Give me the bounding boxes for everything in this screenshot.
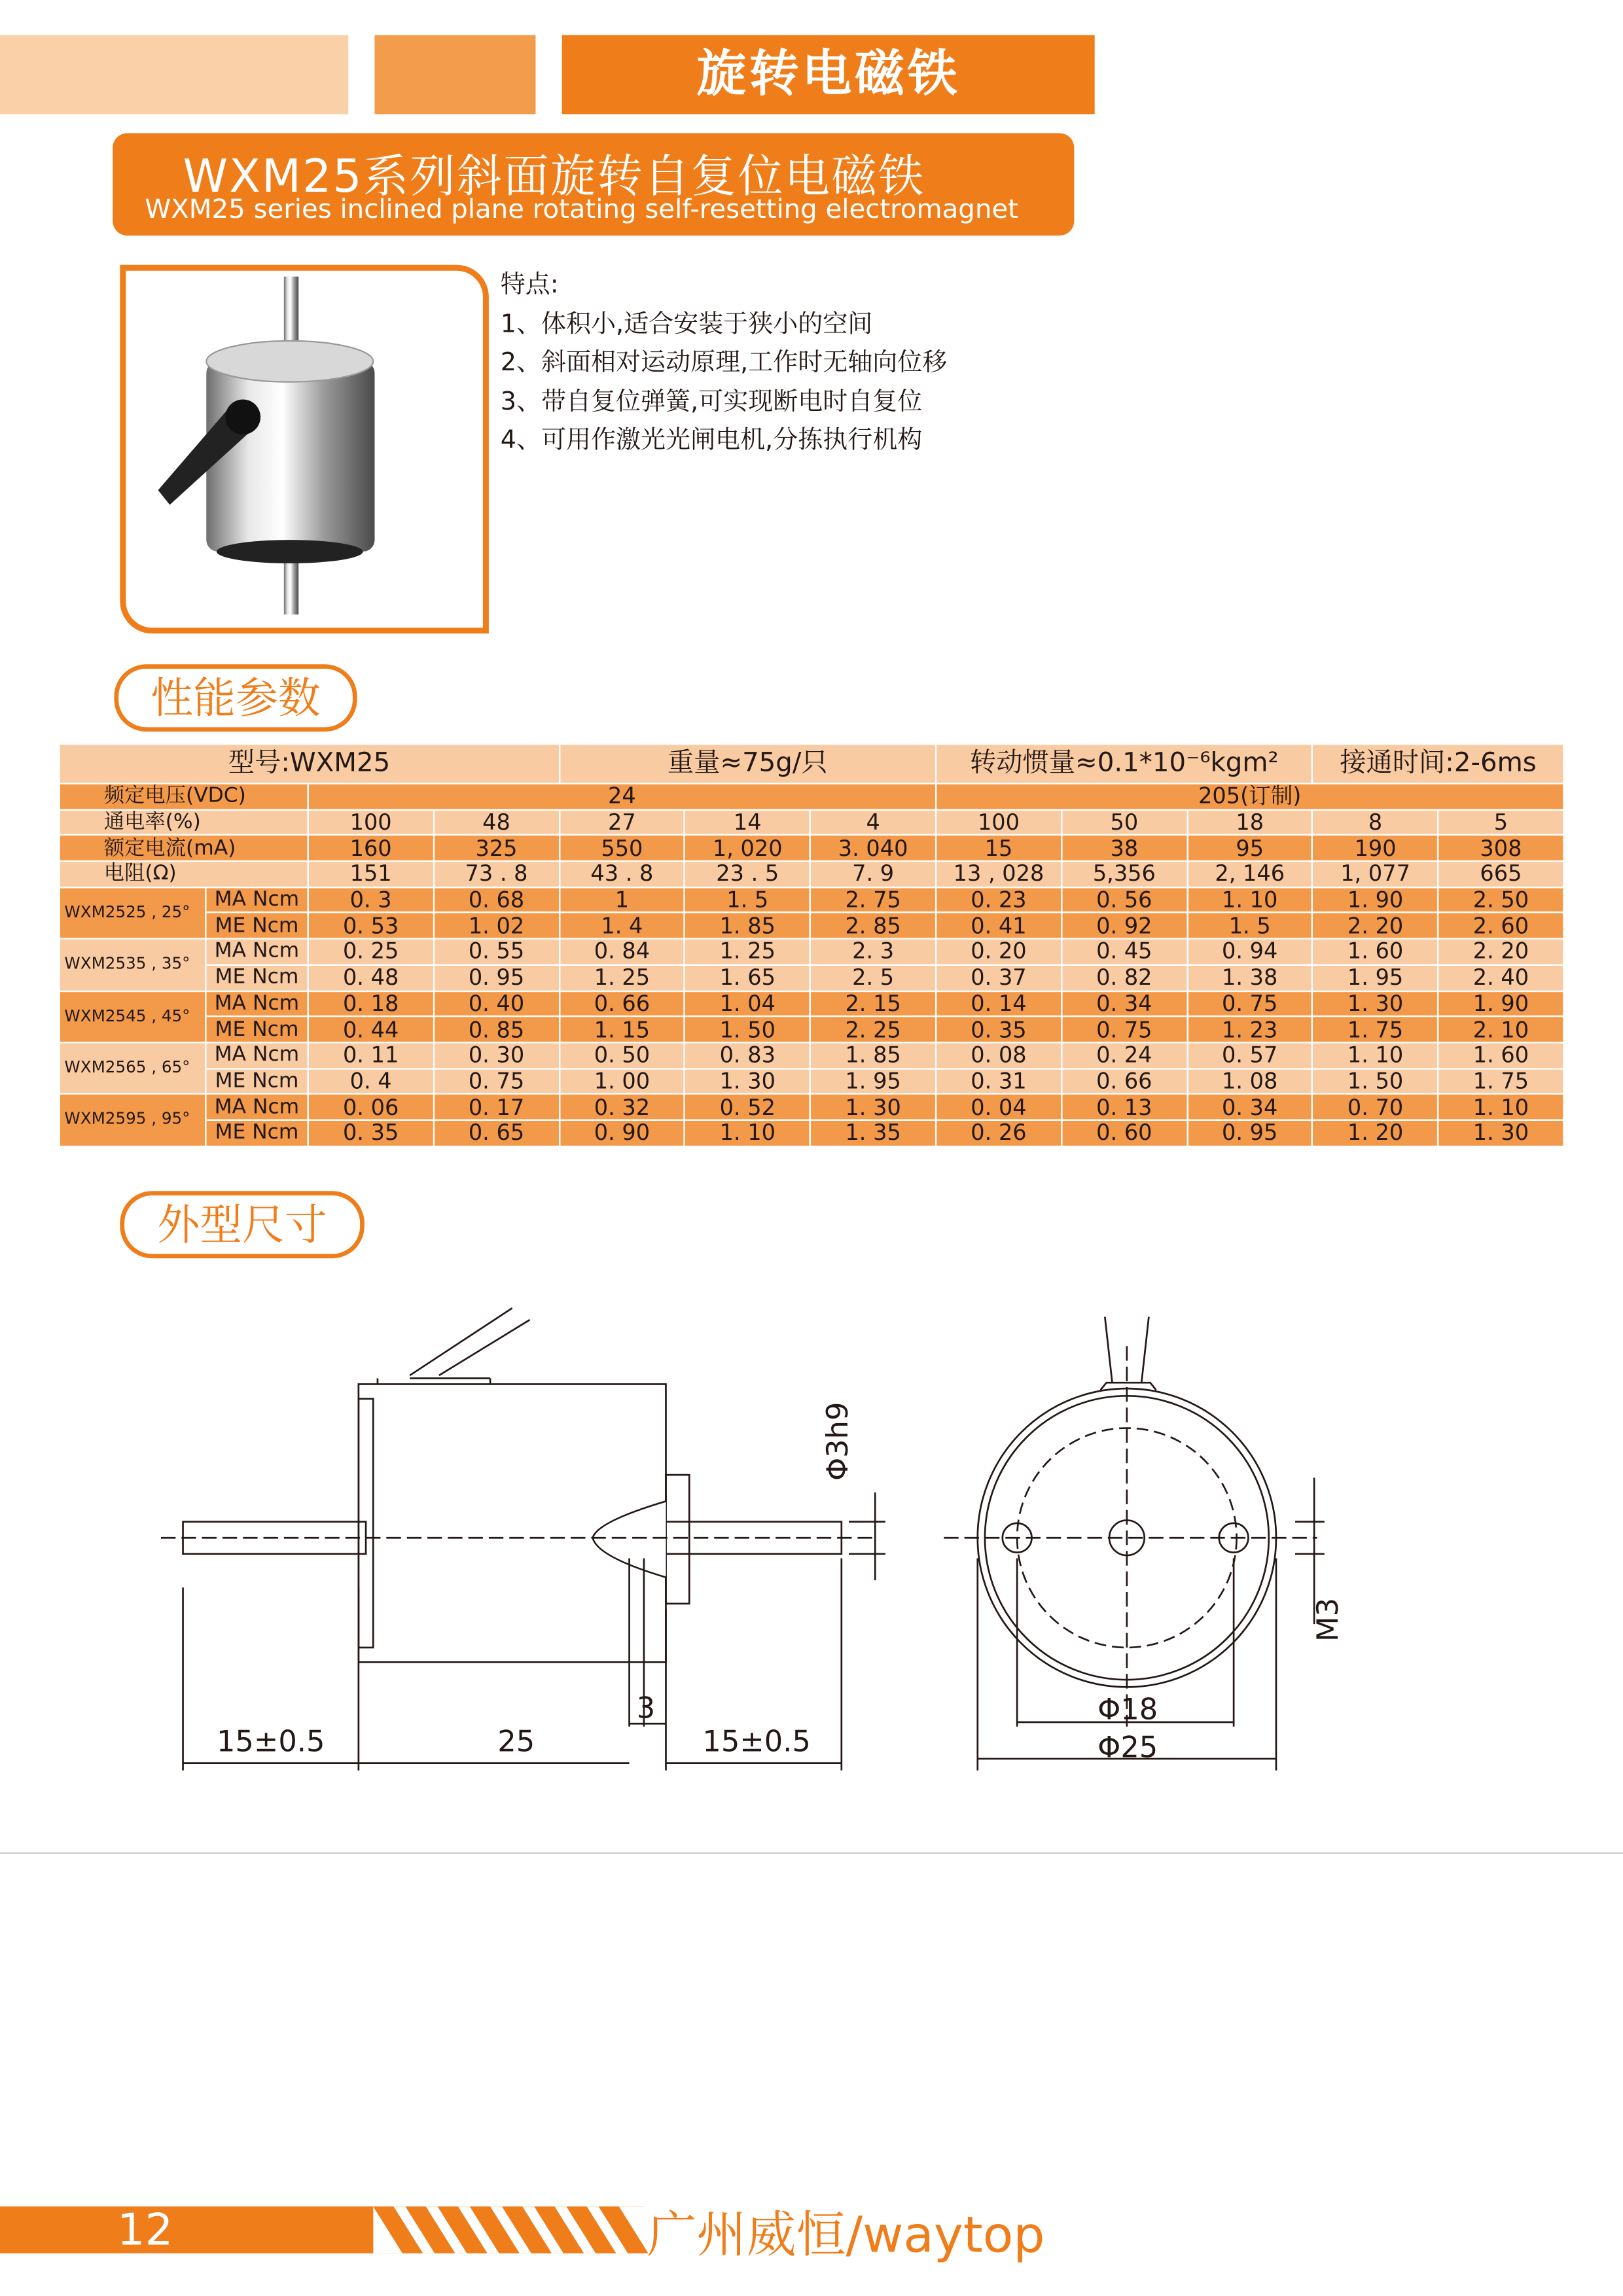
header-bar-light xyxy=(0,35,348,115)
table-cell: 0. 13 xyxy=(1061,1094,1187,1120)
voltage-205: 205(订制) xyxy=(936,783,1563,809)
feature-item: 3、带自复位弹簧,可实现断电时自复位 xyxy=(500,387,923,417)
features-heading: 特点: xyxy=(500,270,559,300)
table-cell: 0. 57 xyxy=(1187,1042,1313,1069)
table-cell: 1. 10 xyxy=(1187,887,1313,913)
table-cell: 160 xyxy=(308,836,434,862)
dimension-drawing xyxy=(147,1288,1361,1785)
table-cell: 0. 95 xyxy=(1187,1120,1313,1146)
table-cell: 0. 66 xyxy=(559,991,685,1017)
header-bar-mid xyxy=(374,35,535,115)
table-cell: 14 xyxy=(685,809,810,836)
table-cell: 1, 077 xyxy=(1313,861,1438,887)
footer-stripes xyxy=(373,2206,651,2253)
table-cell: 2. 85 xyxy=(810,913,936,939)
table-header-row xyxy=(60,744,1564,783)
table-cell: 1. 02 xyxy=(434,913,560,939)
table-cell: 2. 60 xyxy=(1438,913,1564,939)
table-cell: 1. 25 xyxy=(685,939,810,965)
product-title-box xyxy=(113,133,1074,236)
table-cell: 0. 66 xyxy=(1061,1069,1187,1095)
table-cell: 0. 30 xyxy=(434,1042,560,1069)
table-cell: 0. 52 xyxy=(685,1094,810,1120)
table-cell: 73 . 8 xyxy=(434,861,560,887)
table-cell: 7. 9 xyxy=(810,861,936,887)
table-row-torque xyxy=(60,1042,1564,1069)
table-cell: 151 xyxy=(308,861,434,887)
table-row-torque xyxy=(60,1069,1564,1095)
table-cell: 0. 18 xyxy=(308,991,434,1017)
table-cell: 0. 4 xyxy=(308,1069,434,1095)
torque-unit: MA Ncm xyxy=(205,887,308,913)
table-cell: 1. 30 xyxy=(1438,1120,1564,1146)
performance-table xyxy=(58,743,1564,1146)
header-model: 型号:WXM25 xyxy=(60,744,560,783)
table-cell: 665 xyxy=(1438,861,1564,887)
table-cell: 1 xyxy=(559,887,685,913)
feature-item: 2、斜面相对运动原理,工作时无轴向位移 xyxy=(500,348,948,378)
table-cell: 1. 60 xyxy=(1438,1042,1564,1069)
table-cell: 0. 34 xyxy=(1061,991,1187,1017)
dim-body-length: 25 xyxy=(497,1723,535,1759)
model-label: WXM2595 , 95° xyxy=(60,1094,206,1146)
dim-left-shaft: 15±0.5 xyxy=(216,1723,325,1759)
table-cell: 0. 68 xyxy=(434,887,560,913)
table-cell: 0. 35 xyxy=(308,1120,434,1146)
table-cell: 1. 85 xyxy=(685,913,810,939)
table-cell: 1. 30 xyxy=(685,1069,810,1095)
table-cell: 0. 11 xyxy=(308,1042,434,1069)
table-row-torque xyxy=(60,1016,1564,1042)
table-cell: 2. 10 xyxy=(1438,1016,1564,1042)
table-cell: 27 xyxy=(559,809,685,836)
features-list xyxy=(501,266,948,460)
performance-heading: 性能参数 xyxy=(114,664,357,732)
table-cell: 0. 60 xyxy=(1061,1120,1187,1146)
dim-outer-diameter: Φ25 xyxy=(1097,1729,1158,1765)
product-title-cn: WXM25系列斜面旋转自复位电磁铁 xyxy=(183,150,925,203)
table-cell: 0. 56 xyxy=(1061,887,1187,913)
table-cell: 0. 55 xyxy=(434,939,560,965)
torque-unit: MA Ncm xyxy=(205,991,308,1017)
table-cell: 50 xyxy=(1061,809,1187,836)
feature-item: 4、可用作激光光闸电机,分拣执行机构 xyxy=(500,425,923,455)
table-cell: 8 xyxy=(1313,809,1438,836)
table-cell: 2. 20 xyxy=(1438,939,1564,965)
table-cell: 0. 65 xyxy=(434,1120,560,1146)
torque-unit: ME Ncm xyxy=(205,964,308,991)
table-cell: 0. 14 xyxy=(936,991,1061,1017)
table-row-duty xyxy=(60,809,1564,836)
table-cell: 0. 75 xyxy=(434,1069,560,1095)
table-cell: 1. 10 xyxy=(685,1120,810,1146)
table-cell: 0. 92 xyxy=(1061,913,1187,939)
table-cell: 2. 25 xyxy=(810,1016,936,1042)
table-cell: 18 xyxy=(1187,809,1313,836)
table-row-resistance xyxy=(60,861,1564,887)
table-cell: 2. 50 xyxy=(1438,887,1564,913)
feature-item: 1、体积小,适合安装于狭小的空间 xyxy=(500,309,873,339)
table-cell: 4 xyxy=(810,809,936,836)
table-cell: 0. 70 xyxy=(1313,1094,1438,1120)
table-cell: 2. 3 xyxy=(810,939,936,965)
table-cell: 2. 5 xyxy=(810,964,936,991)
table-cell: 95 xyxy=(1187,836,1313,862)
table-row-torque xyxy=(60,887,1564,913)
torque-unit: ME Ncm xyxy=(205,1016,308,1042)
table-row-current xyxy=(60,836,1564,862)
table-cell: 1. 65 xyxy=(685,964,810,991)
table-row-torque xyxy=(60,1120,1564,1146)
table-row-torque xyxy=(60,991,1564,1017)
model-label: WXM2525 , 25° xyxy=(60,887,206,939)
table-cell: 5,356 xyxy=(1061,861,1187,887)
voltage-24: 24 xyxy=(308,783,936,809)
table-row-torque xyxy=(60,1094,1564,1120)
table-cell: 2. 20 xyxy=(1313,913,1438,939)
table-cell: 2, 146 xyxy=(1187,861,1313,887)
table-cell: 0. 83 xyxy=(685,1042,810,1069)
table-row-voltage xyxy=(60,783,1564,809)
table-cell: 0. 32 xyxy=(559,1094,685,1120)
table-cell: 38 xyxy=(1061,836,1187,862)
table-cell: 0. 90 xyxy=(559,1120,685,1146)
table-cell: 0. 20 xyxy=(936,939,1061,965)
table-cell: 0. 41 xyxy=(936,913,1061,939)
table-cell: 0. 95 xyxy=(434,964,560,991)
torque-unit: ME Ncm xyxy=(205,1120,308,1146)
table-cell: 1. 5 xyxy=(1187,913,1313,939)
table-cell: 1. 90 xyxy=(1313,887,1438,913)
dim-boss: 3 xyxy=(636,1689,656,1725)
header-response-time: 接通时间:2-6ms xyxy=(1313,744,1564,783)
row-label: 频定电压(VDC) xyxy=(60,783,308,809)
table-cell: 0. 48 xyxy=(308,964,434,991)
table-cell: 0. 44 xyxy=(308,1016,434,1042)
torque-unit: ME Ncm xyxy=(205,1069,308,1095)
table-cell: 23 . 5 xyxy=(685,861,810,887)
table-cell: 0. 75 xyxy=(1061,1016,1187,1042)
table-cell: 2. 40 xyxy=(1438,964,1564,991)
table-cell: 1. 90 xyxy=(1438,991,1564,1017)
section-title: 旋转电磁铁 xyxy=(562,35,1095,115)
dimensions-heading: 外型尺寸 xyxy=(120,1191,364,1258)
divider xyxy=(0,1852,1623,1854)
table-cell: 1. 85 xyxy=(810,1042,936,1069)
table-cell: 0. 37 xyxy=(936,964,1061,991)
product-title-en: WXM25 series inclined plane rotating self-resetting electromagnet xyxy=(145,194,1018,226)
table-cell: 0. 34 xyxy=(1187,1094,1313,1120)
row-label: 电阻(Ω) xyxy=(60,861,308,887)
torque-unit: MA Ncm xyxy=(205,1042,308,1069)
model-label: WXM2545 , 45° xyxy=(60,991,206,1042)
table-cell: 0. 23 xyxy=(936,887,1061,913)
dim-shaft-diameter: Φ3h9 xyxy=(819,1402,855,1481)
table-cell: 0. 04 xyxy=(936,1094,1061,1120)
table-cell: 0. 26 xyxy=(936,1120,1061,1146)
dim-right-shaft: 15±0.5 xyxy=(702,1723,811,1759)
table-cell: 13 , 028 xyxy=(936,861,1061,887)
table-cell: 1. 60 xyxy=(1313,939,1438,965)
table-cell: 0. 40 xyxy=(434,991,560,1017)
table-row-torque xyxy=(60,913,1564,939)
table-cell: 0. 50 xyxy=(559,1042,685,1069)
table-cell: 1, 020 xyxy=(685,836,810,862)
table-cell: 48 xyxy=(434,809,560,836)
table-cell: 0. 35 xyxy=(936,1016,1061,1042)
table-cell: 1. 38 xyxy=(1187,964,1313,991)
table-cell: 1. 75 xyxy=(1313,1016,1438,1042)
table-cell: 0. 06 xyxy=(308,1094,434,1120)
page-number: 12 xyxy=(116,2204,173,2257)
table-cell: 1. 35 xyxy=(810,1120,936,1146)
table-cell: 15 xyxy=(936,836,1061,862)
row-label: 通电率(%) xyxy=(60,809,308,836)
table-cell: 1. 4 xyxy=(559,913,685,939)
table-cell: 0. 94 xyxy=(1187,939,1313,965)
header-weight: 重量≈75g/只 xyxy=(559,744,936,783)
table-cell: 1. 08 xyxy=(1187,1069,1313,1095)
table-cell: 0. 17 xyxy=(434,1094,560,1120)
table-cell: 0. 53 xyxy=(308,913,434,939)
table-cell: 1. 95 xyxy=(810,1069,936,1095)
product-photo xyxy=(120,265,489,634)
table-cell: 43 . 8 xyxy=(559,861,685,887)
table-cell: 308 xyxy=(1438,836,1564,862)
table-cell: 0. 3 xyxy=(308,887,434,913)
table-cell: 3. 040 xyxy=(810,836,936,862)
table-cell: 1. 50 xyxy=(685,1016,810,1042)
table-cell: 1. 00 xyxy=(559,1069,685,1095)
table-cell: 0. 25 xyxy=(308,939,434,965)
table-cell: 0. 45 xyxy=(1061,939,1187,965)
table-cell: 1. 23 xyxy=(1187,1016,1313,1042)
table-cell: 1. 10 xyxy=(1438,1094,1564,1120)
table-cell: 2. 75 xyxy=(810,887,936,913)
table-cell: 0. 84 xyxy=(559,939,685,965)
table-cell: 100 xyxy=(936,809,1061,836)
table-cell: 1. 04 xyxy=(685,991,810,1017)
table-cell: 0. 82 xyxy=(1061,964,1187,991)
torque-unit: ME Ncm xyxy=(205,913,308,939)
table-row-torque xyxy=(60,964,1564,991)
table-cell: 550 xyxy=(559,836,685,862)
torque-unit: MA Ncm xyxy=(205,939,308,965)
dim-thread: M3 xyxy=(1310,1597,1346,1642)
table-cell: 0. 75 xyxy=(1187,991,1313,1017)
table-cell: 0. 08 xyxy=(936,1042,1061,1069)
table-cell: 0. 24 xyxy=(1061,1042,1187,1069)
table-cell: 1. 50 xyxy=(1313,1069,1438,1095)
table-cell: 1. 30 xyxy=(1313,991,1438,1017)
table-cell: 100 xyxy=(308,809,434,836)
row-label: 额定电流(mA) xyxy=(60,836,308,862)
table-cell: 5 xyxy=(1438,809,1564,836)
table-row-torque xyxy=(60,939,1564,965)
table-cell: 1. 95 xyxy=(1313,964,1438,991)
table-cell: 1. 25 xyxy=(559,964,685,991)
table-cell: 0. 31 xyxy=(936,1069,1061,1095)
table-cell: 1. 30 xyxy=(810,1094,936,1120)
table-cell: 1. 75 xyxy=(1438,1069,1564,1095)
dim-pcd: Φ18 xyxy=(1097,1691,1158,1727)
table-cell: 1. 15 xyxy=(559,1016,685,1042)
table-cell: 2. 15 xyxy=(810,991,936,1017)
table-cell: 190 xyxy=(1313,836,1438,862)
torque-unit: MA Ncm xyxy=(205,1094,308,1120)
table-cell: 1. 5 xyxy=(685,887,810,913)
header-inertia: 转动惯量≈0.1*10⁻⁶kgm² xyxy=(936,744,1313,783)
table-cell: 325 xyxy=(434,836,560,862)
table-cell: 1. 10 xyxy=(1313,1042,1438,1069)
model-label: WXM2565 , 65° xyxy=(60,1042,206,1094)
table-cell: 1. 20 xyxy=(1313,1120,1438,1146)
model-label: WXM2535 , 35° xyxy=(60,939,206,991)
brand-name: 广州威恒/waytop xyxy=(647,2206,1045,2265)
table-cell: 0. 85 xyxy=(434,1016,560,1042)
